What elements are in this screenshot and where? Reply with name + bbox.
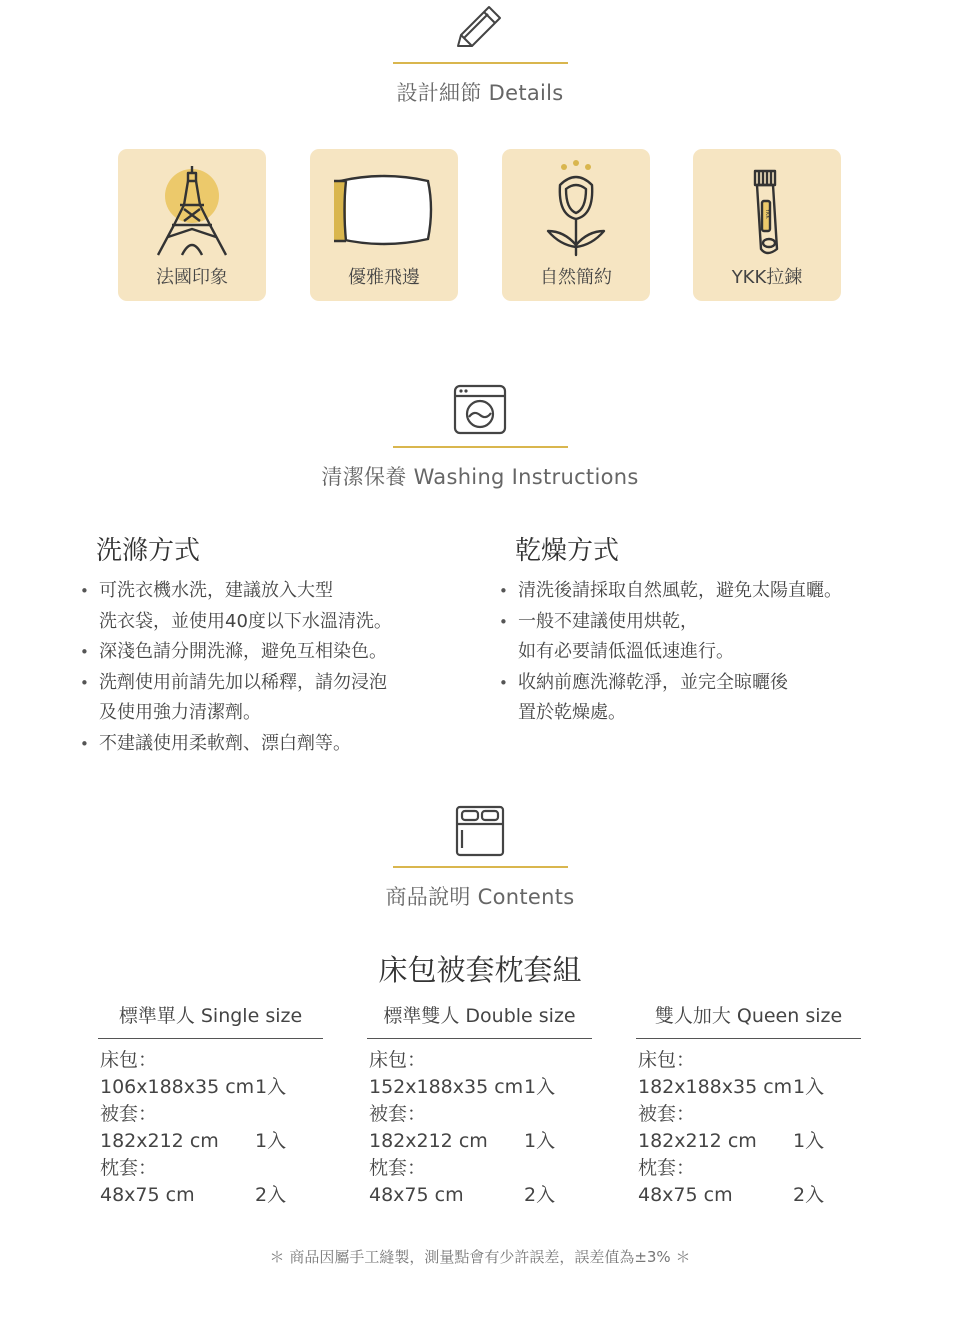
size-column-single [98, 1002, 323, 1209]
pillow-label: 枕套： [100, 1157, 158, 1179]
pillow-row: 48x75 cm 2入 [100, 1184, 287, 1206]
list-item: • 一般不建議使用烘乾， 如有必要請低溫低速進行。 [499, 607, 919, 668]
duvet-label: 被套： [638, 1103, 696, 1125]
size-heading: 標準雙人 Double size [367, 1002, 592, 1039]
list-item: • 洗劑使用前請先加以稀釋，請勿浸泡 及使用強力清潔劑。 [80, 668, 480, 729]
duvet-row: 182x212 cm 1入 [100, 1130, 287, 1152]
contents-title: 商品說明 Contents [385, 885, 575, 909]
card-label: YKK拉鍊 [731, 267, 803, 288]
card-label: 自然簡約 [540, 267, 612, 288]
card-ykk-zipper [693, 149, 841, 301]
card-label: 法國印象 [156, 267, 228, 288]
card-label: 優雅飛邊 [348, 267, 420, 288]
duvet-label: 被套： [369, 1103, 427, 1125]
zipper-icon [693, 159, 841, 259]
eiffel-tower-icon [118, 159, 266, 259]
tolerance-note: ＊ 商品因屬手工縫製，測量點會有少許誤差，誤差值為±3% ＊ [269, 1248, 691, 1266]
pencil-icon [452, 2, 508, 52]
washing-machine-icon [452, 384, 508, 436]
card-natural-simple [502, 149, 650, 301]
list-item: • 不建議使用柔軟劑、漂白劑等。 [80, 729, 480, 760]
washing-divider [393, 446, 568, 448]
pillow-row: 48x75 cm 2入 [369, 1184, 556, 1206]
details-title: 設計細節 Details [396, 81, 564, 105]
washing-title: 清潔保養 Washing Instructions [321, 465, 639, 489]
tulip-icon [502, 159, 650, 259]
pillow-label: 枕套： [638, 1157, 696, 1179]
list-item: • 清洗後請採取自然風乾，避免太陽直曬。 [499, 576, 919, 607]
duvet-row: 182x212 cm 1入 [638, 1130, 825, 1152]
contents-divider [393, 866, 568, 868]
pillow-label: 枕套： [369, 1157, 427, 1179]
dry-method-heading: 乾燥方式 [515, 536, 620, 566]
dry-method-list [499, 576, 919, 729]
bed-icon [454, 804, 506, 858]
fitted-label: 床包： [100, 1049, 158, 1071]
size-column-double [367, 1002, 592, 1209]
list-item: • 深淺色請分開洗滌，避免互相染色。 [80, 637, 480, 668]
set-title: 床包被套枕套組 [378, 953, 582, 987]
pillow-row: 48x75 cm 2入 [638, 1184, 825, 1206]
size-column-queen [636, 1002, 861, 1209]
fitted-row: 182x188x35 cm1入 [638, 1076, 825, 1098]
duvet-row: 182x212 cm 1入 [369, 1130, 556, 1152]
wash-method-heading: 洗滌方式 [96, 536, 201, 566]
card-french-impression [118, 149, 266, 301]
list-item: • 可洗衣機水洗，建議放入大型 洗衣袋，並使用40度以下水溫清洗。 [80, 576, 480, 637]
list-item: • 收納前應洗滌乾淨，並完全晾曬後 置於乾燥處。 [499, 668, 919, 729]
fitted-row: 152x188x35 cm1入 [369, 1076, 556, 1098]
duvet-label: 被套： [100, 1103, 158, 1125]
fitted-label: 床包： [638, 1049, 696, 1071]
wash-method-list [80, 576, 480, 760]
fitted-row: 106x188x35 cm1入 [100, 1076, 287, 1098]
details-divider [393, 62, 568, 64]
fitted-label: 床包： [369, 1049, 427, 1071]
zipper-tag-text: YKK [764, 209, 770, 219]
size-heading: 標準單人 Single size [98, 1002, 323, 1039]
size-heading: 雙人加大 Queen size [636, 1002, 861, 1039]
card-elegant-ruffle [310, 149, 458, 301]
pillow-icon [310, 159, 458, 259]
